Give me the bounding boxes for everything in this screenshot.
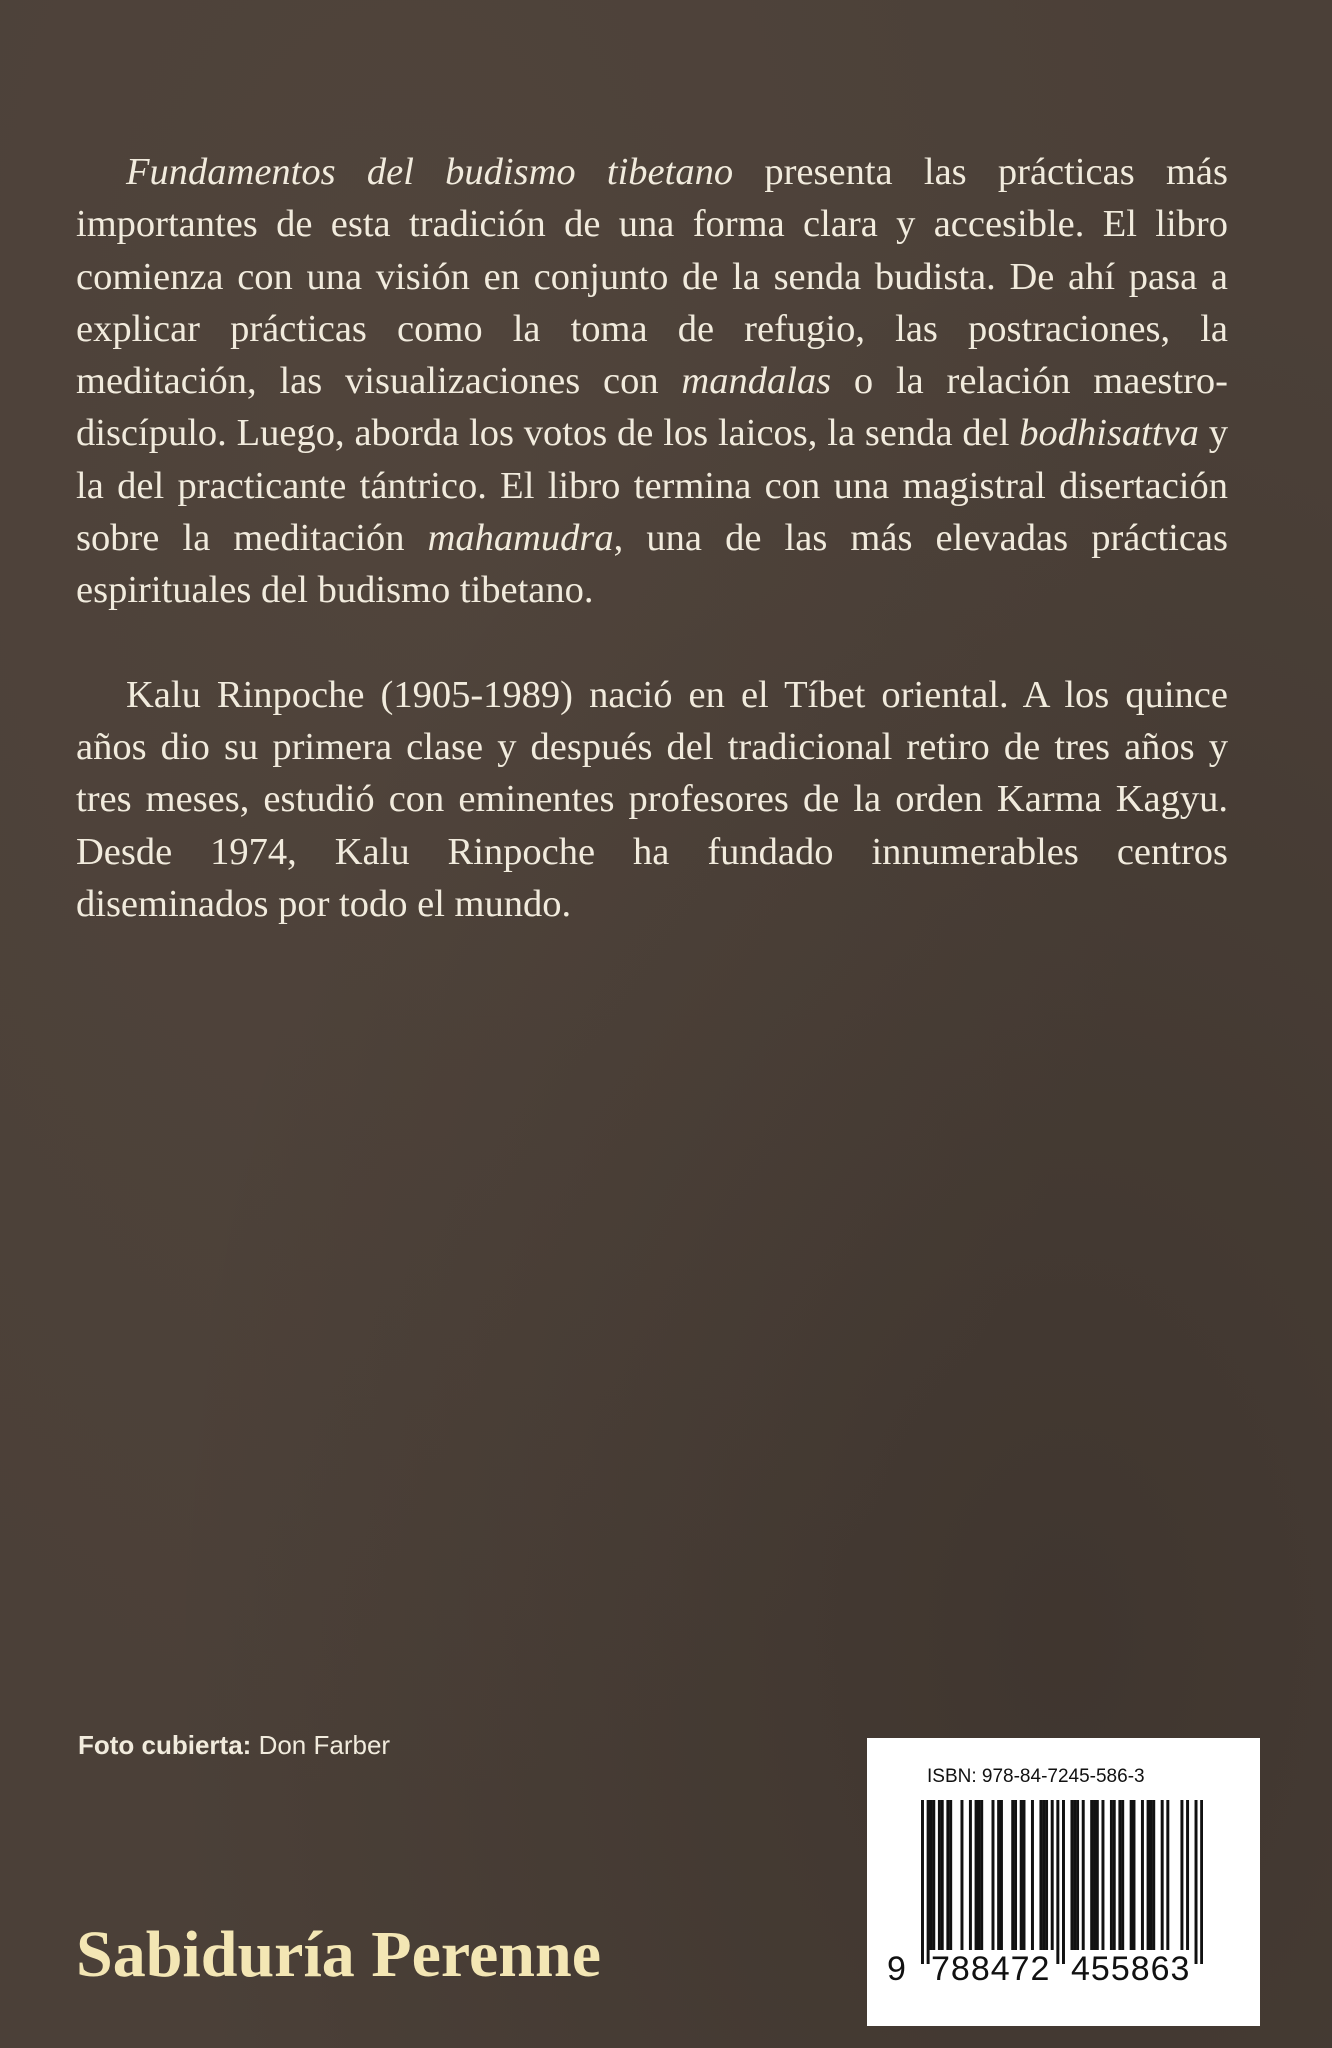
barcode-bar [1042,1800,1045,1950]
series-name: Sabiduría Perenne [76,1918,602,1991]
barcode-bar [1090,1800,1093,1950]
isbn-number: ISBN: 978-84-7245-586-3 [927,1766,1145,1787]
barcode-bar [1093,1800,1096,1950]
photo-credit-name: Don Farber [251,1730,391,1760]
barcode-bar [997,1800,1000,1950]
barcode-bar [1101,1800,1104,1950]
barcode-bar [946,1800,949,1950]
ean-left-digits: 788472 [931,1950,1051,1988]
barcode-bar [975,1800,978,1950]
barcode-bar [1062,1800,1065,1964]
barcode-bar [1133,1800,1136,1950]
blurb-text-run: y la del practicante tántrico. El libro termina con una magistral disertación sobre la meditación [76,412,1229,560]
barcode-bar [1076,1800,1079,1950]
photo-credit [78,1730,390,1761]
barcode-bar [1039,1800,1042,1950]
barcode-bar [977,1800,980,1950]
italic-term-mandalas: mandalas [681,360,832,403]
barcode-bar [1070,1800,1073,1950]
barcode-bar [1149,1800,1152,1950]
barcode-bar [1121,1800,1124,1950]
barcode-bar [1186,1800,1189,1950]
barcode-bar [969,1800,972,1950]
barcode-bar [949,1800,952,1950]
barcode-bar [1195,1800,1198,1964]
barcode-bar [1147,1800,1150,1950]
barcode-bar [1152,1800,1155,1950]
barcode-bar [1082,1800,1085,1950]
barcode-bar [1161,1800,1164,1950]
barcode-bar [1000,1800,1003,1950]
barcode-bar [1011,1800,1014,1950]
barcode-bar [921,1800,924,1964]
barcode-bar [932,1800,935,1950]
barcode-bar [980,1800,983,1950]
italic-term-bodhisattva: bodhisattva [1019,412,1199,455]
barcode-bar [941,1800,944,1950]
blurb-text [76,146,1228,930]
barcode-bar [1166,1800,1169,1950]
barcode-bar [1073,1800,1076,1950]
barcode-bar [1014,1800,1017,1950]
ean-right-digits: 455863 [1071,1950,1191,1988]
barcode-bar [1096,1800,1099,1950]
blurb-paragraph-description [76,146,1228,617]
barcode-bar [992,1800,995,1950]
barcode-bar [960,1800,963,1950]
barcode-bar [1020,1800,1023,1950]
barcode-bar [1110,1800,1113,1950]
blurb-text-run: , una de las más elevadas prácticas espirituales del budismo tibetano. [76,517,1228,612]
book-title-italic: Fundamentos del budismo tibetano [126,151,734,193]
barcode-bar [1141,1800,1144,1950]
barcode-bar [1200,1800,1203,1964]
barcode-bar [1118,1800,1121,1950]
barcode-bars [921,1800,1203,1964]
barcode-label [867,1738,1260,2026]
barcode-bar [927,1800,930,1964]
ean-first-digit: 9 [887,1950,907,1988]
blurb-paragraph-author: Kalu Rinpoche (1905-1989) nació en el Tíbet oriental. A los quince años dio su primera clase y después del tradicional retiro de tres años y tres meses, estudió con eminentes profesores de la orden Karma Kagyu. Desde 1974, Kalu Rinpoche ha fundado innumerables centros diseminados por todo el mundo. [76,673,1228,925]
italic-term-mahamudra: mahamudra [427,517,614,560]
barcode-bar [1130,1800,1133,1950]
blurb-text-run: presenta las prácticas más importantes de esta tradición de una forma clara y accesible. El libro comienza con una visión en conjunto de la senda budista. De ahí pasa a explicar prácticas como la toma de refugio, las postraciones, la meditación, las visualizaciones con [76,151,1228,403]
barcode-bar [938,1800,941,1950]
photo-credit-label: Foto cubierta: [78,1730,252,1760]
barcode-bar [1045,1800,1048,1950]
barcode-bar [1023,1800,1026,1950]
barcode-bar [1180,1800,1183,1950]
barcode-bar [1031,1800,1034,1950]
barcode-bar [1051,1800,1054,1950]
barcode-bar [929,1800,932,1950]
blurb-text-run: o la relación maestro-discípulo. Luego, aborda los votos de los laicos, la senda del [76,360,1228,455]
barcode-bar [1056,1800,1059,1964]
barcode-bar [1113,1800,1116,1950]
